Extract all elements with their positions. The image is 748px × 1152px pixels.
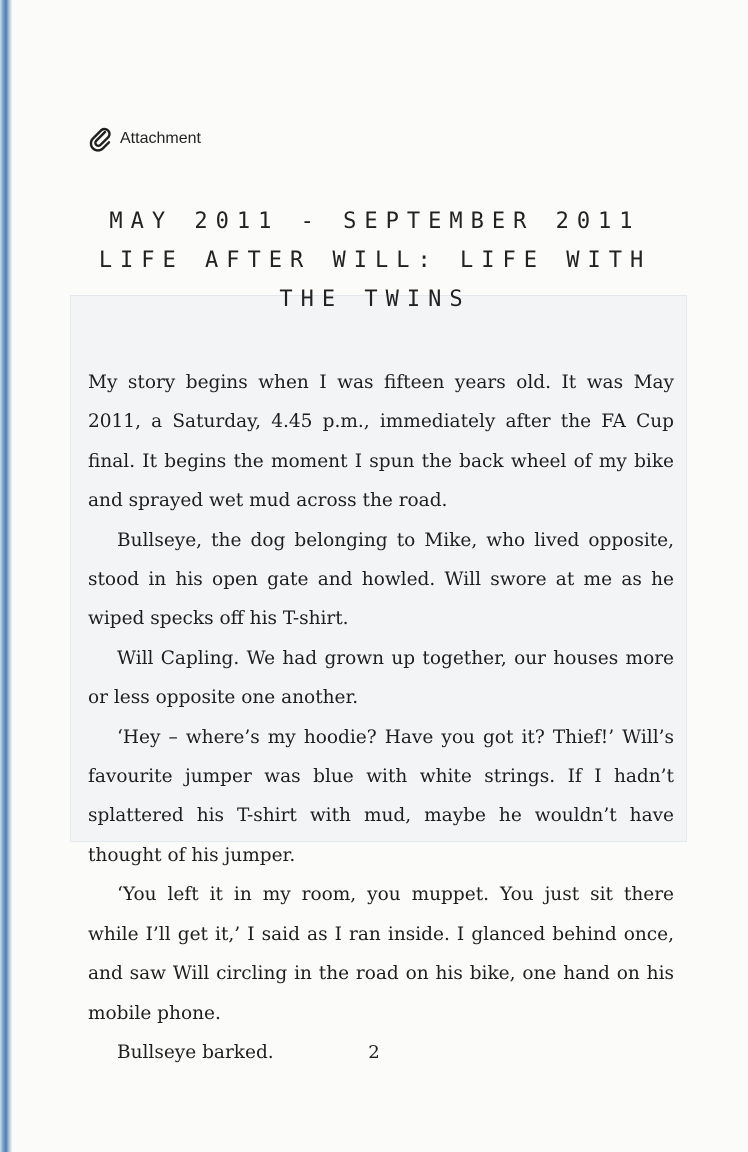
paragraph: ‘You left it in my room, you muppet. You just sit there while I’ll get it,’ I said as I ran inside. I glanced behind once, and saw Will circling in the road on his bike, one hand on his mobile phone. xyxy=(88,884,674,1024)
paragraph: Will Capling. We had grown up together, our houses more or less opposite one another. xyxy=(88,647,674,709)
attachment-label-row xyxy=(88,126,201,152)
paperclip-icon xyxy=(88,126,114,152)
chapter-heading xyxy=(60,202,690,319)
paragraph: Bullseye barked. xyxy=(117,1041,274,1063)
paragraph: My story begins when I was fifteen years old. It was May 2011, a Saturday, 4.45 p.m., immediately after the FA Cup final. It begins the moment I spun the back wheel of my bike and sprayed wet mud across the road. xyxy=(88,372,674,512)
chapter-heading-line-2: LIFE AFTER WILL: LIFE WITH xyxy=(98,248,652,273)
story-text xyxy=(88,363,674,1072)
chapter-heading-line-1: MAY 2011 - SEPTEMBER 2011 xyxy=(109,209,641,234)
page-number: 2 xyxy=(368,1042,380,1063)
book-spine-edge xyxy=(0,0,12,1152)
paragraph: ‘Hey – where’s my hoodie? Have you got it? Thief!’ Will’s favourite jumper was blue with white strings. If I hadn’t splattered his T-shirt with mud, maybe he wouldn’t have thought of his jumper. xyxy=(88,726,674,866)
paragraph: Bullseye, the dog belonging to Mike, who lived opposite, stood in his open gate and howled. Will swore at me as he wiped specks off his T-shirt. xyxy=(88,529,674,630)
chapter-heading-line-3: THE TWINS xyxy=(279,287,471,312)
attachment-label: Attachment xyxy=(120,130,201,147)
